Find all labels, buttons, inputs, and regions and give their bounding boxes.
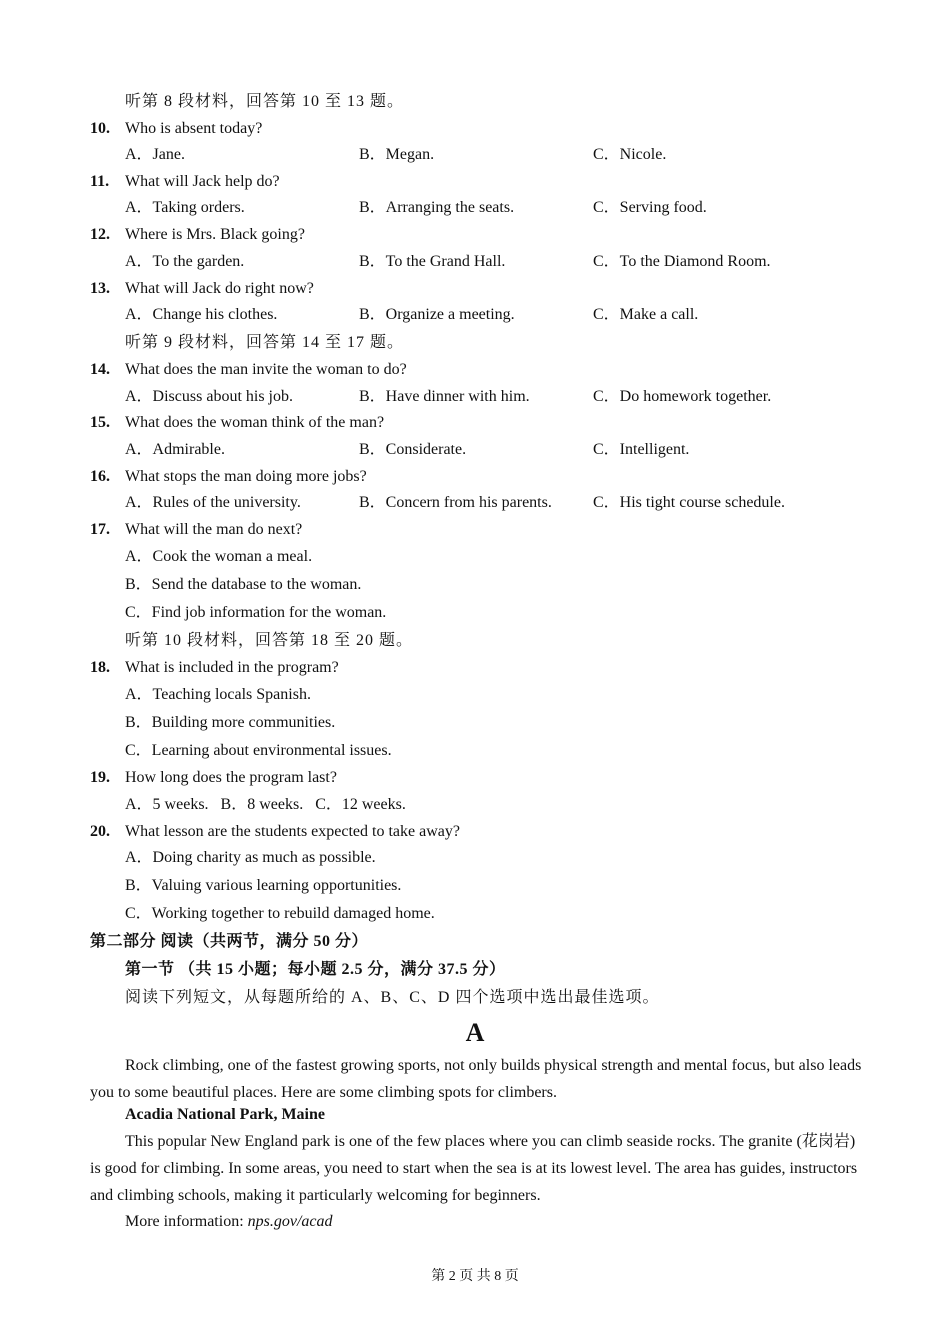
reading-section-title: 第一节 （共 15 小题；每小题 2.5 分，满分 37.5 分） [125,961,506,978]
question-13-text: What will Jack do right now? [125,280,314,297]
question-14-option-a: A．Discuss about his job. [125,388,294,405]
question-18-option-b: B．Building more communities. [125,714,336,731]
question-12-option-b: B．To the Grand Hall. [359,253,506,270]
question-12-option-c: C．To the Diamond Room. [593,253,771,270]
listening-instruction-8: 听第 8 段材料，回答第 10 至 13 题。 [125,93,405,110]
question-number-16: 16. [90,468,110,485]
question-10-option-b: B．Megan. [359,146,435,163]
listening-instruction-10: 听第 10 段材料，回答第 18 至 20 题。 [125,632,414,649]
question-15-option-a: A．Admirable. [125,441,225,458]
question-number-11: 11. [90,173,110,190]
spot-more-info [125,1212,333,1232]
question-number-10: 10. [90,120,110,137]
more-info-link[interactable]: nps.gov/acad [247,1213,333,1230]
question-number-18: 18. [90,659,110,676]
question-14-option-b: B．Have dinner with him. [359,388,530,405]
listening-instruction-9: 听第 9 段材料，回答第 14 至 17 题。 [125,334,405,351]
question-12-option-a: A．To the garden. [125,253,245,270]
question-20-option-b: B．Valuing various learning opportunities. [125,877,402,894]
passage-intro: Rock climbing, one of the fastest growing sports, not only builds physical strength and mental focus, but also leads you to some beautiful places. Here are some climbing spots for climbers. [90,1057,862,1101]
question-11-text: What will Jack help do? [125,173,280,190]
question-12-text: Where is Mrs. Black going? [125,226,305,243]
question-10-option-c: C．Nicole. [593,146,667,163]
question-number-12: 12. [90,226,110,243]
question-16-option-a: A．Rules of the university. [125,494,301,511]
question-17-option-c: C．Find job information for the woman. [125,604,387,621]
question-11-option-b: B．Arranging the seats. [359,199,515,216]
question-15-text: What does the woman think of the man? [125,414,385,431]
more-info-label: More information: [125,1213,248,1230]
question-number-19: 19. [90,769,110,786]
spot-body-acadia: This popular New England park is one of the few places where you can climb seaside rocks. The granite (花岗岩) is good for climbing. In some areas, you need to start when the sea is at its lowest level. The area has guides, instructors and climbing schools, making it particularly welcoming for beginners. [90,1133,858,1204]
question-14-option-c: C．Do homework together. [593,388,772,405]
reading-instruction: 阅读下列短文，从每题所给的 A、B、C、D 四个选项中选出最佳选项。 [125,989,660,1006]
question-13-option-c: C．Make a call. [593,306,699,323]
question-19-options: A．5 weeks. B．8 weeks. C．12 weeks. [125,796,406,813]
spot-title-acadia: Acadia National Park, Maine [125,1106,325,1123]
question-18-option-a: A．Teaching locals Spanish. [125,686,311,703]
passage-letter: A [465,1018,485,1047]
question-18-text: What is included in the program? [125,659,339,676]
question-number-17: 17. [90,521,110,538]
question-15-option-c: C．Intelligent. [593,441,690,458]
question-16-option-b: B．Concern from his parents. [359,494,552,511]
question-20-text: What lesson are the students expected to take away? [125,823,460,840]
question-15-option-b: B．Considerate. [359,441,467,458]
question-13-option-b: B．Organize a meeting. [359,306,515,323]
question-14-text: What does the man invite the woman to do? [125,361,407,378]
question-16-option-c: C．His tight course schedule. [593,494,785,511]
question-number-14: 14. [90,361,110,378]
question-10-text: Who is absent today? [125,120,263,137]
question-20-option-c: C．Working together to rebuild damaged home. [125,905,435,922]
question-number-13: 13. [90,280,110,297]
question-17-option-b: B．Send the database to the woman. [125,576,362,593]
question-11-option-c: C．Serving food. [593,199,707,216]
question-number-20: 20. [90,823,110,840]
question-10-option-a: A．Jane. [125,146,185,163]
question-17-option-a: A．Cook the woman a meal. [125,548,313,565]
question-13-option-a: A．Change his clothes. [125,306,278,323]
reading-part-title: 第二部分 阅读（共两节，满分 50 分） [90,933,369,950]
question-18-option-c: C．Learning about environmental issues. [125,742,392,759]
question-16-text: What stops the man doing more jobs? [125,468,367,485]
question-17-text: What will the man do next? [125,521,303,538]
question-number-15: 15. [90,414,110,431]
question-11-option-a: A．Taking orders. [125,199,245,216]
page-footer: 第 2 页 共 8 页 [431,1269,519,1284]
question-20-option-a: A．Doing charity as much as possible. [125,849,376,866]
question-19-text: How long does the program last? [125,769,337,786]
